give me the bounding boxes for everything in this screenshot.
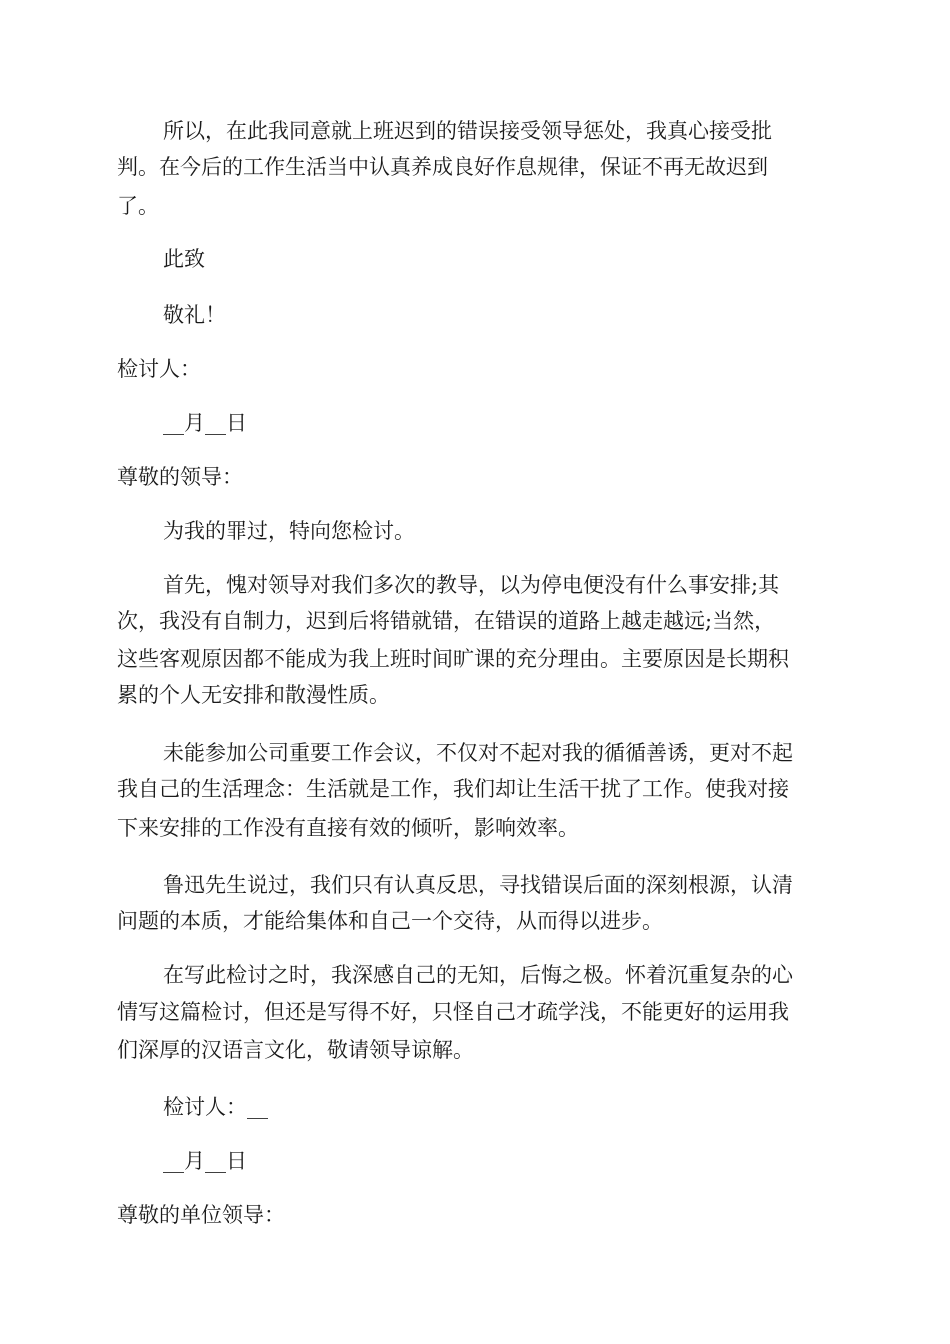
paragraph-line: 我自己的生活理念：生活就是工作，我们却让生活干扰了工作。使我对接 <box>117 777 789 801</box>
signature-label: 检讨人：__ <box>163 1095 268 1119</box>
salutation: 尊敬的单位领导： <box>117 1203 285 1227</box>
paragraph-line: 情写这篇检讨，但还是写得不好，只怪自己才疏学浅，不能更好的运用我 <box>117 1000 789 1024</box>
paragraph-line: 下来安排的工作没有直接有效的倾听，影响效率。 <box>117 816 579 840</box>
date-line: __月__日 <box>163 1149 247 1173</box>
closing-salute: 敬礼！ <box>163 303 226 327</box>
paragraph-line: 首先，愧对领导对我们多次的教导，以为停电便没有什么事安排;其 <box>163 573 780 597</box>
paragraph-line: 们深厚的汉语言文化，敬请领导谅解。 <box>117 1038 474 1062</box>
paragraph-line: 累的个人无安排和散漫性质。 <box>117 683 390 707</box>
paragraph-line: 鲁迅先生说过，我们只有认真反思，寻找错误后面的深刻根源，认清 <box>163 873 793 897</box>
paragraph-line: 判。在今后的工作生活当中认真养成良好作息规律，保证不再无故迟到 <box>117 155 768 179</box>
paragraph-line: 未能参加公司重要工作会议，不仅对不起对我的循循善诱，更对不起 <box>163 741 793 765</box>
paragraph-line: 问题的本质，才能给集体和自己一个交待，从而得以进步。 <box>117 909 663 933</box>
closing-line: 此致 <box>163 247 205 271</box>
paragraph-line: 在写此检讨之时，我深感自己的无知，后悔之极。怀着沉重复杂的心 <box>163 963 793 987</box>
signature-label: 检讨人： <box>117 357 201 381</box>
paragraph-line: 了。 <box>117 194 159 218</box>
paragraph-line: 次，我没有自制力，迟到后将错就错，在错误的道路上越走越远;当然， <box>117 609 776 633</box>
paragraph-line: 为我的罪过，特向您检讨。 <box>163 519 415 543</box>
salutation: 尊敬的领导： <box>117 465 243 489</box>
paragraph-line: 这些客观原因都不能成为我上班时间旷课的充分理由。主要原因是长期积 <box>117 647 789 671</box>
date-line: __月__日 <box>163 411 247 435</box>
paragraph-line: 所以，在此我同意就上班迟到的错误接受领导惩处，我真心接受批 <box>163 119 772 143</box>
